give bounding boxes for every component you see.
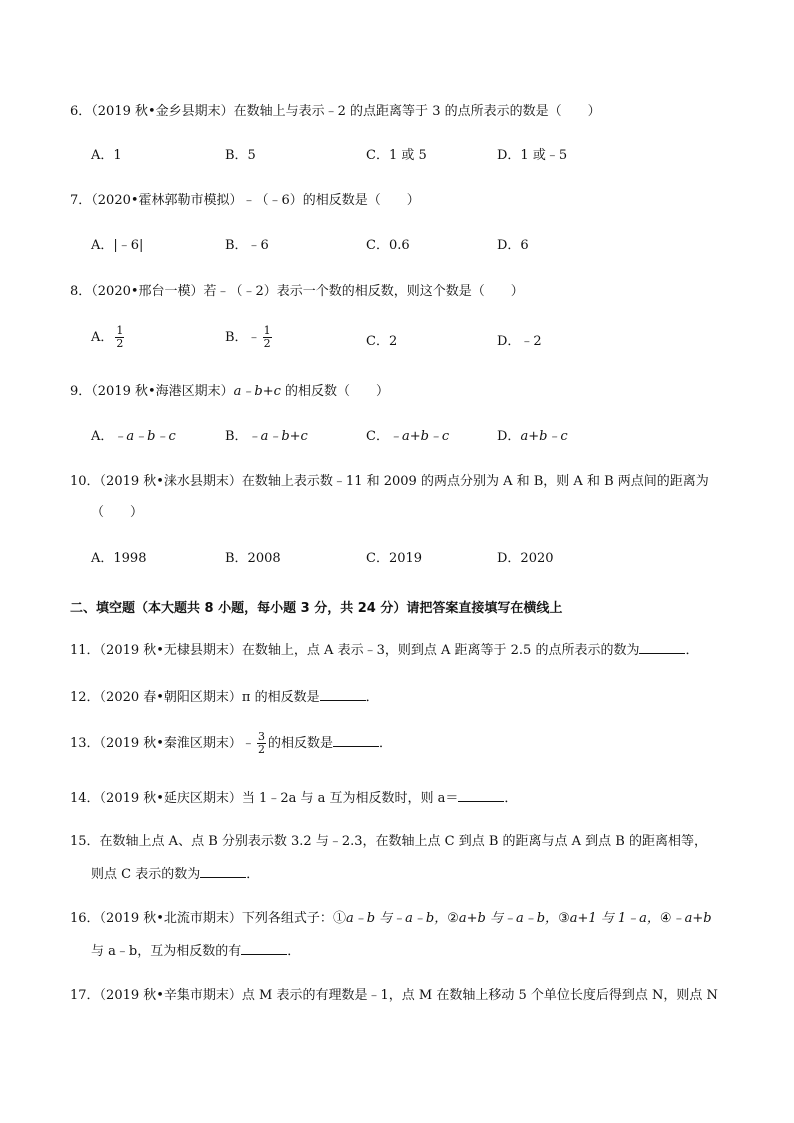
q6-option-a: A．1: [91, 148, 122, 163]
q8-option-b-label: B．﹣: [225, 330, 261, 345]
q15-line2-text: 则点 C 表示的数为: [91, 867, 201, 882]
q9-option-d: [497, 429, 568, 445]
q10-option-b: B．2008: [225, 551, 281, 566]
q10-option-d: D．2020: [497, 551, 554, 566]
q9-option-a: [91, 429, 176, 445]
q6-option-b: B．5: [225, 148, 256, 163]
q12-stem-end: ．: [365, 690, 379, 705]
q6-stem: 6．（2019 秋•金乡县期末）在数轴上与表示﹣2 的点距离等于 3 的点所表示的数是（ ）: [70, 104, 601, 119]
q8-option-b: [225, 325, 274, 350]
fraction-numerator: 3: [257, 730, 265, 743]
q11-stem-text: 11．（2019 秋•无棣县期末）在数轴上，点 A 表示﹣3，则到点 A 距离等于 2.5 的点所表示的数为: [70, 643, 640, 658]
fraction-numerator: 1: [263, 324, 271, 337]
q9-option-b-label: B．: [225, 429, 248, 444]
q9-option-c: [366, 429, 449, 445]
q9-option-b: [225, 429, 308, 445]
q7-option-d: D．6: [497, 238, 529, 253]
fraction-denominator: 2: [257, 743, 265, 756]
q14-stem: [70, 789, 517, 807]
q9-option-c-label: C．: [366, 429, 389, 444]
q7-option-c: C．0.6: [366, 238, 410, 253]
q8-option-a-label: A．: [91, 330, 114, 345]
q9-stem-expression: a﹣b+c: [233, 384, 281, 399]
fraction-denominator: 2: [116, 337, 124, 350]
circled-1-icon: ①: [332, 911, 346, 926]
q8-stem: 8．（2020•邢台一模）若﹣（﹣2）表示一个数的相反数，则这个数是（ ）: [70, 284, 524, 299]
answer-blank[interactable]: [458, 789, 504, 802]
section-2-heading: 二、填空题（本大题共 8 小题，每小题 3 分，共 24 分）请把答案直接填写在横线上: [70, 601, 563, 616]
q9-stem-prefix: 9．（2019 秋•海港区期末）: [70, 384, 234, 399]
answer-blank[interactable]: [200, 865, 246, 878]
fraction-numerator: 1: [116, 324, 124, 337]
q10-option-c: C．2019: [366, 551, 423, 566]
answer-blank[interactable]: [639, 641, 685, 654]
q10-stem: 10．（2019 秋•涞水县期末）在数轴上表示数﹣11 和 2009 的两点分别为 A 和 B，则 A 和 B 两点间的距离为: [70, 474, 709, 489]
q16-line2-text: 与 a﹣b，互为相反数的有: [91, 944, 242, 959]
answer-blank[interactable]: [320, 688, 366, 701]
q16-expr-1: a﹣b 与﹣a﹣b，: [345, 911, 448, 926]
q8-option-d: D．﹣2: [497, 334, 542, 349]
q14-stem-end: ．: [504, 791, 518, 806]
q15-line2-end: ．: [246, 867, 260, 882]
fraction-denominator: 2: [263, 337, 271, 350]
q9-option-a-expr: ﹣a﹣b﹣c: [113, 429, 176, 444]
q9-option-c-expr: ﹣a+b﹣c: [388, 429, 450, 444]
circled-3-icon: ③: [558, 911, 570, 926]
circled-2-icon: ②: [447, 911, 459, 926]
q13-fraction: [257, 731, 266, 756]
answer-blank[interactable]: [241, 942, 287, 955]
q9-option-a-label: A．: [91, 429, 114, 444]
q6-option-d: D．1 或﹣5: [497, 148, 568, 163]
q9-stem-suffix: 的相反数（ ）: [280, 384, 390, 399]
q11-stem: [70, 641, 698, 659]
q14-stem-text: 14．（2019 秋•延庆区期末）当 1﹣2a 与 a 互为相反数时，则 a＝: [70, 791, 459, 806]
q6-option-c: C．1 或 5: [366, 148, 427, 163]
q12-stem-text: 12．（2020 春•朝阳区期末）π 的相反数是: [70, 690, 320, 705]
q9-stem: [70, 384, 389, 400]
q17-stem: 17．（2019 秋•辛集市期末）点 M 表示的有理数是﹣1，点 M 在数轴上移动 5 个单位长度后得到点 N，则点 N: [70, 988, 718, 1003]
q10-stem-continued: （ ）: [91, 505, 144, 520]
q16-expr-2: a+b 与﹣a﹣b，: [458, 911, 559, 926]
q12-stem: [70, 688, 379, 706]
q10-option-a: A．1998: [91, 551, 147, 566]
q9-option-d-expr: a+b﹣c: [520, 429, 568, 444]
q7-option-b: B．﹣6: [225, 238, 269, 253]
q8-option-a-fraction: [115, 325, 124, 350]
q16-expr-3: a+1 与 1﹣a，: [569, 911, 660, 926]
answer-blank[interactable]: [333, 734, 379, 747]
circled-4-icon: ④: [659, 911, 672, 926]
q16-stem: [70, 911, 712, 927]
q7-stem: 7．（2020•霍林郭勒市模拟）﹣（﹣6）的相反数是（ ）: [70, 193, 420, 208]
q15-stem: 15．在数轴上点 A、点 B 分别表示数 3.2 与﹣2.3，在数轴上点 C 到点 B 的距离与点 A 到点 B 的距离相等，: [70, 834, 707, 849]
q11-stem-end: ．: [685, 643, 699, 658]
q13-stem-mid: 的相反数是: [267, 736, 333, 751]
q13-stem: [70, 731, 392, 756]
q16-stem-continued: [91, 942, 300, 960]
q13-stem-text: 13．（2019 秋•秦淮区期末）﹣: [70, 736, 255, 751]
q7-option-a: A．|﹣6|: [91, 238, 144, 253]
q15-stem-continued: [91, 865, 259, 883]
q9-option-b-expr: ﹣a﹣b+c: [247, 429, 308, 444]
q16-line2-end: ．: [287, 944, 301, 959]
q8-option-c: C．2: [366, 334, 398, 349]
q8-option-a: [91, 325, 126, 350]
q8-option-b-fraction: [263, 325, 272, 350]
q16-expr-4: ﹣a+b: [671, 911, 712, 926]
q13-stem-end: ．: [378, 736, 392, 751]
q16-stem-text: 16．（2019 秋•北流市期末）下列各组式子：: [70, 911, 333, 926]
q9-option-d-label: D．: [497, 429, 521, 444]
